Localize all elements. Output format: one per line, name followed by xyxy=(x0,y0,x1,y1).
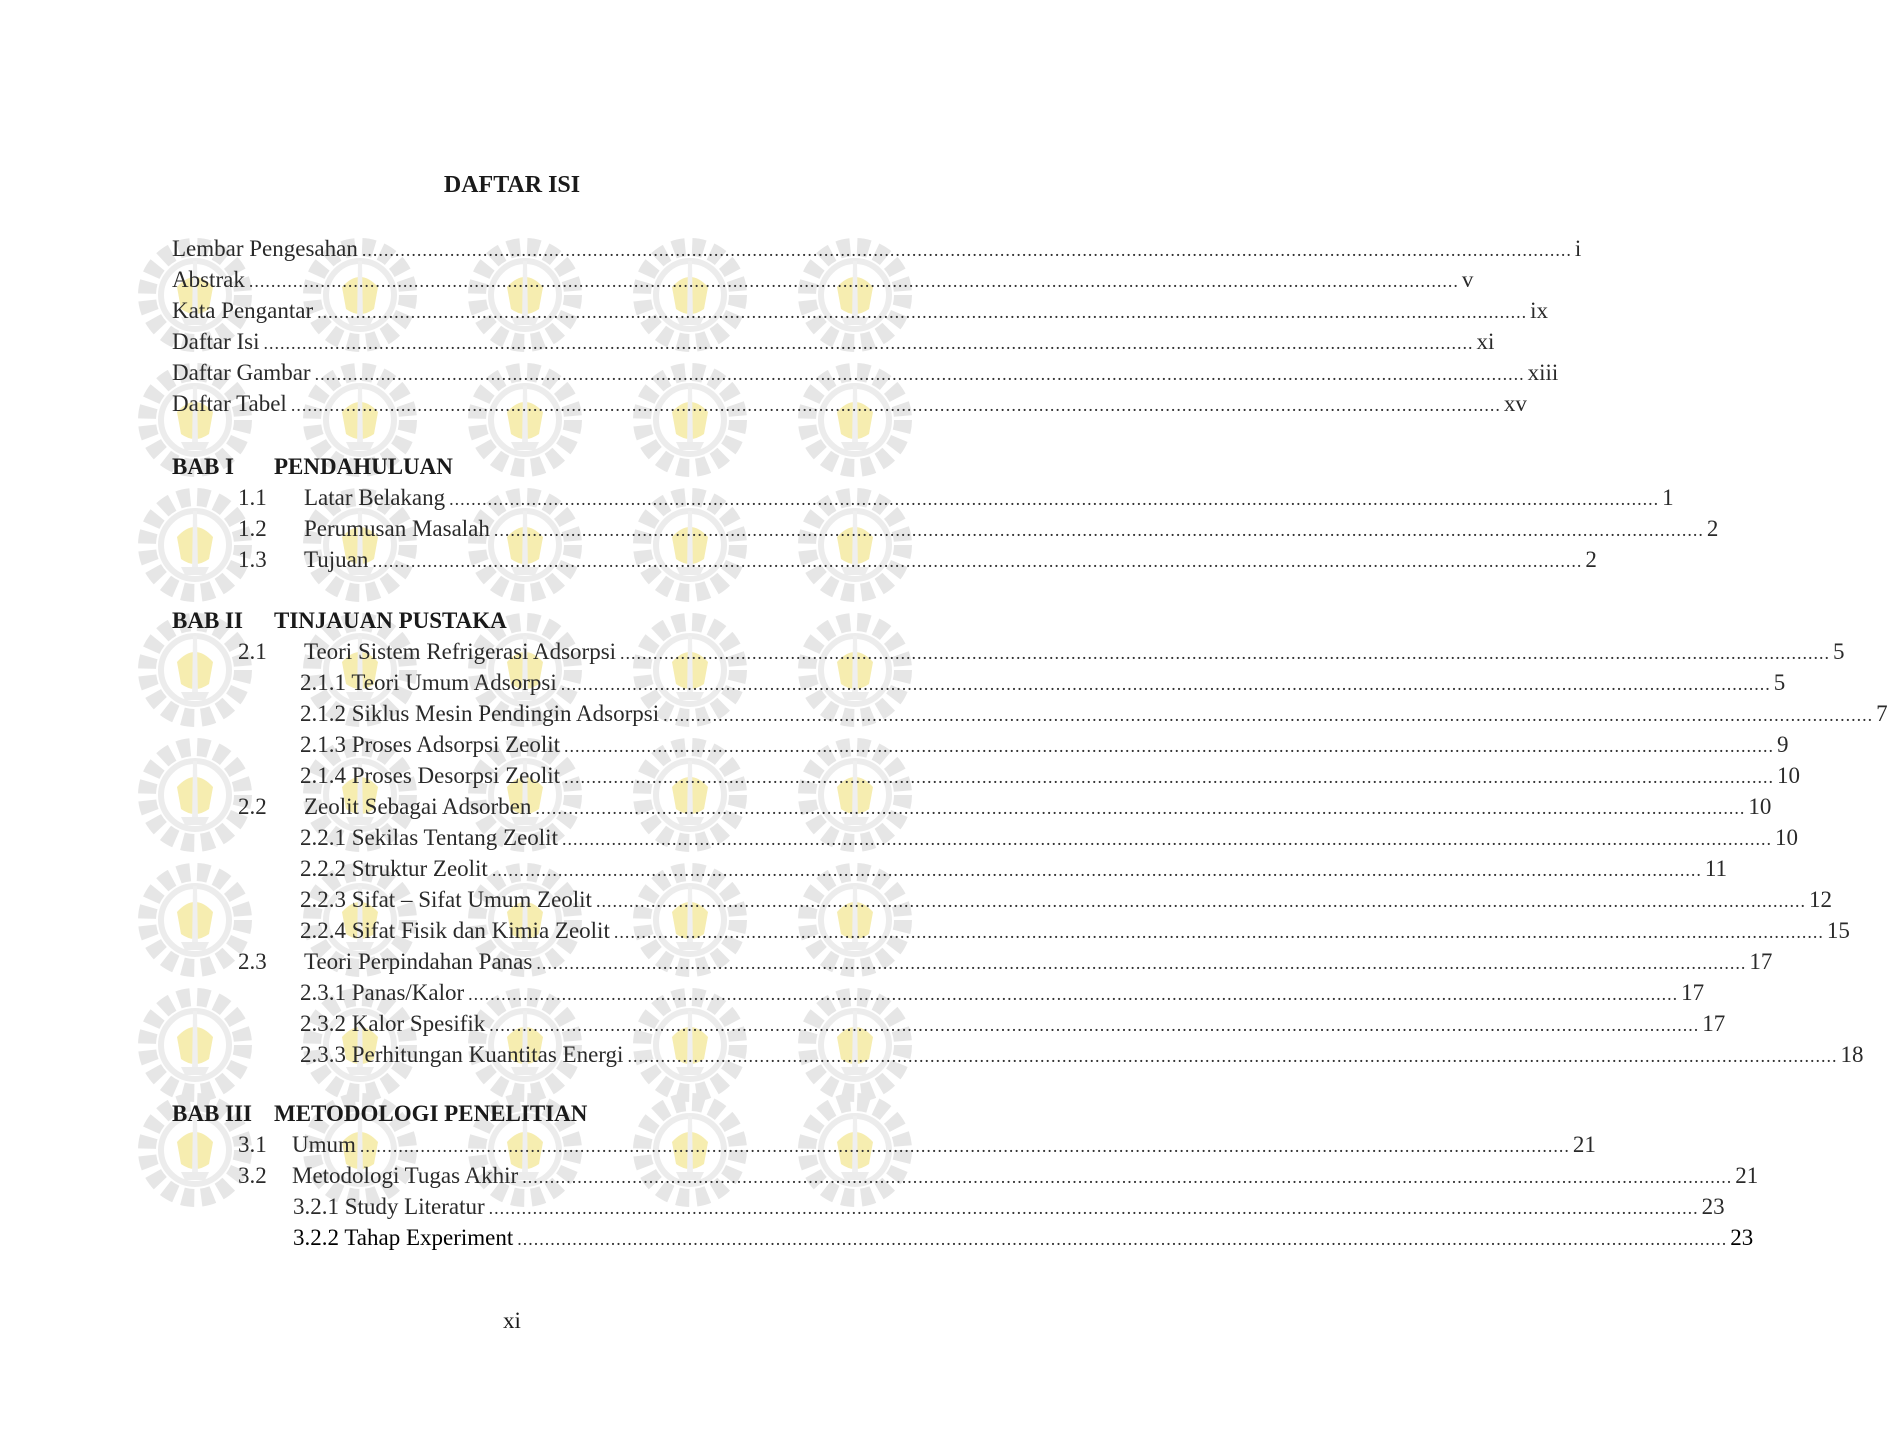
dot-leader: ............................................................................................................................................................................................................................ xyxy=(488,1198,1699,1218)
toc-entry-title: Teori Sistem Refrigerasi Adsorpsi xyxy=(304,639,617,664)
toc-entry-page: 5 xyxy=(1773,670,1786,695)
toc-entry-page: 21 xyxy=(1735,1163,1759,1188)
dot-leader: ............................................................................................................................................................................................................................ xyxy=(314,364,1525,384)
dot-leader: ............................................................................................................................................................................................................................ xyxy=(522,1167,1733,1187)
toc-entry-title: 2.2.3 Sifat – Sifat Umum Zeolit xyxy=(300,887,592,912)
toc-entry-page: 15 xyxy=(1826,918,1850,943)
chapter-number: BAB II xyxy=(172,608,243,633)
toc-entry-number: 1.3 xyxy=(238,547,267,572)
toc-entry-title: 2.1.4 Proses Desorpsi Zeolit xyxy=(300,763,561,788)
toc-entry-number: 2.1 xyxy=(238,639,267,664)
toc-entry-title: Umum xyxy=(292,1132,356,1157)
toc-entry-title: Metodologi Tugas Akhir xyxy=(292,1163,519,1188)
toc-entry-title: Abstrak xyxy=(172,267,245,292)
toc-entry-title: Kata Pengantar xyxy=(172,298,314,323)
toc-section-item[interactable] xyxy=(238,544,1597,575)
toc-entry-page: 17 xyxy=(1681,980,1705,1005)
toc-entry-page: 1 xyxy=(1662,485,1674,510)
dot-leader: ............................................................................................................................................................................................................................ xyxy=(361,240,1572,260)
toc-entry-title: 2.3.3 Perhitungan Kuantitas Energi xyxy=(300,1042,624,1067)
toc-entry-title: 3.2.1 Study Literatur xyxy=(293,1194,485,1219)
toc-entry-title: 2.2.2 Struktur Zeolit xyxy=(300,856,488,881)
dot-leader: ............................................................................................................................................................................................................................ xyxy=(468,984,1679,1004)
toc-subsection-item[interactable] xyxy=(300,822,1798,853)
toc-entry-page: xv xyxy=(1503,391,1527,416)
toc-subsection-item[interactable] xyxy=(300,729,1789,760)
toc-entry-page: 10 xyxy=(1748,794,1772,819)
dot-leader: ............................................................................................................................................................................................................................ xyxy=(536,953,1747,973)
toc-entry-title: Zeolit Sebagai Adsorben xyxy=(304,794,532,819)
toc-entry-title: Teori Perpindahan Panas xyxy=(304,949,533,974)
dot-leader: ............................................................................................................................................................................................................................ xyxy=(449,489,1660,509)
dot-leader: ............................................................................................................................................................................................................................ xyxy=(535,798,1746,818)
toc-front-matter-item[interactable] xyxy=(172,388,1527,419)
toc-entry-page: xi xyxy=(1476,329,1495,354)
toc-section-item[interactable] xyxy=(238,482,1674,513)
toc-entry-page: 10 xyxy=(1777,763,1801,788)
toc-section-item[interactable] xyxy=(238,791,1772,822)
dot-leader: ............................................................................................................................................................................................................................ xyxy=(620,643,1831,663)
toc-entry-number: 2.2 xyxy=(238,794,267,819)
toc-entry-page: v xyxy=(1461,267,1474,292)
chapter-title: METODOLOGI PENELITIAN xyxy=(274,1101,588,1126)
toc-entry-number: 1.1 xyxy=(238,485,267,510)
dot-leader: ............................................................................................................................................................................................................................ xyxy=(564,736,1775,756)
toc-subsection-item[interactable] xyxy=(300,977,1705,1008)
toc-subsection-item[interactable] xyxy=(300,698,1888,729)
dot-leader: ............................................................................................................................................................................................................................ xyxy=(489,1015,1700,1035)
dot-leader: ............................................................................................................................................................................................................................ xyxy=(290,395,1501,415)
toc-section-item[interactable] xyxy=(238,1129,1596,1160)
toc-entry-title: Lembar Pengesahan xyxy=(172,236,358,261)
toc-entry-page: 9 xyxy=(1777,732,1789,757)
toc-subsection-item[interactable] xyxy=(300,760,1801,791)
toc-entry-number: 1.2 xyxy=(238,516,267,541)
toc-entry-number: 2.3 xyxy=(238,949,267,974)
toc-entry-title: 2.1.3 Proses Adsorpsi Zeolit xyxy=(300,732,561,757)
toc-entry-page: 2 xyxy=(1585,547,1597,572)
chapter-heading[interactable] xyxy=(172,451,453,482)
toc-entry-page: i xyxy=(1574,236,1582,261)
dot-leader: ............................................................................................................................................................................................................................ xyxy=(263,333,1474,353)
toc-entry-title: 3.2.2 Tahap Experiment xyxy=(293,1225,514,1250)
toc-entry-title: Tujuan xyxy=(304,547,369,572)
chapter-heading[interactable] xyxy=(172,605,507,636)
dot-leader: ............................................................................................................................................................................................................................ xyxy=(560,674,1771,694)
dot-leader: ............................................................................................................................................................................................................................ xyxy=(317,302,1528,322)
toc-subsection-item[interactable] xyxy=(300,853,1727,884)
page-title: DAFTAR ISI xyxy=(443,172,581,198)
toc-entry-title: Latar Belakang xyxy=(304,485,446,510)
chapter-heading[interactable] xyxy=(172,1098,587,1129)
page-number: xi xyxy=(503,1308,521,1333)
toc-entry-page: 2 xyxy=(1706,516,1719,541)
toc-entry-title: 2.1.2 Siklus Mesin Pendingin Adsorpsi xyxy=(300,701,660,726)
dot-leader: ............................................................................................................................................................................................................................ xyxy=(595,891,1806,911)
toc-subsection-item[interactable] xyxy=(293,1222,1754,1253)
toc-entry-page: 18 xyxy=(1840,1042,1864,1067)
toc-entry-page: 17 xyxy=(1702,1011,1726,1036)
dot-leader: ............................................................................................................................................................................................................................ xyxy=(359,1136,1570,1156)
toc-subsection-item[interactable] xyxy=(293,1191,1725,1222)
toc-entry-title: 2.3.2 Kalor Spesifik xyxy=(300,1011,486,1036)
toc-front-matter-item[interactable] xyxy=(172,357,1559,388)
toc-front-matter-item[interactable] xyxy=(172,295,1549,326)
toc-entry-page: 23 xyxy=(1730,1225,1754,1250)
dot-leader: ............................................................................................................................................................................................................................ xyxy=(613,922,1824,942)
dot-leader: ............................................................................................................................................................................................................................ xyxy=(564,767,1775,787)
toc-subsection-item[interactable] xyxy=(300,1008,1726,1039)
toc-entry-title: Daftar Isi xyxy=(172,329,260,354)
toc-section-item[interactable] xyxy=(238,513,1719,544)
toc-section-item[interactable] xyxy=(238,946,1773,977)
toc-front-matter-item[interactable] xyxy=(172,264,1474,295)
toc-entry-number: 3.2 xyxy=(238,1163,267,1188)
toc-subsection-item[interactable] xyxy=(300,915,1850,946)
toc-entry-page: 5 xyxy=(1833,639,1845,664)
toc-front-matter-item[interactable] xyxy=(172,233,1582,264)
toc-entry-title: Perumusan Masalah xyxy=(304,516,490,541)
dot-leader: ............................................................................................................................................................................................................................ xyxy=(663,705,1874,725)
dot-leader: ............................................................................................................................................................................................................................ xyxy=(493,520,1704,540)
toc-entry-page: 21 xyxy=(1572,1132,1596,1157)
toc-subsection-item[interactable] xyxy=(300,1039,1864,1070)
toc-entry-title: Daftar Gambar xyxy=(172,360,311,385)
toc-entry-page: 10 xyxy=(1774,825,1798,850)
dot-leader: ............................................................................................................................................................................................................................ xyxy=(517,1229,1728,1249)
dot-leader: ............................................................................................................................................................................................................................ xyxy=(627,1046,1838,1066)
toc-entry-page: 23 xyxy=(1701,1194,1725,1219)
toc-section-item[interactable] xyxy=(238,1160,1759,1191)
toc-entry-page: xiii xyxy=(1527,360,1559,385)
chapter-title: PENDAHULUAN xyxy=(274,454,453,479)
chapter-title: TINJAUAN PUSTAKA xyxy=(274,608,507,633)
toc-entry-title: 2.3.1 Panas/Kalor xyxy=(300,980,465,1005)
toc-entry-page: 17 xyxy=(1749,949,1773,974)
toc-section-item[interactable] xyxy=(238,636,1845,667)
toc-subsection-item[interactable] xyxy=(300,667,1786,698)
toc-entry-title: 2.2.4 Sifat Fisik dan Kimia Zeolit xyxy=(300,918,610,943)
toc-entry-number: 3.1 xyxy=(238,1132,267,1157)
toc-entry-title: 2.2.1 Sekilas Tentang Zeolit xyxy=(300,825,558,850)
dot-leader: ............................................................................................................................................................................................................................ xyxy=(372,551,1583,571)
dot-leader: ............................................................................................................................................................................................................................ xyxy=(561,829,1772,849)
chapter-number: BAB I xyxy=(172,454,234,479)
toc-entry-page: 7 xyxy=(1876,701,1888,726)
chapter-number: BAB III xyxy=(172,1101,252,1126)
toc-subsection-item[interactable] xyxy=(300,884,1832,915)
toc-entry-title: 2.1.1 Teori Umum Adsorpsi xyxy=(300,670,557,695)
dot-leader: ............................................................................................................................................................................................................................ xyxy=(491,860,1702,880)
toc-entry-title: Daftar Tabel xyxy=(172,391,287,416)
toc-entry-page: ix xyxy=(1530,298,1549,323)
toc-entry-page: 12 xyxy=(1808,887,1832,912)
toc-front-matter-item[interactable] xyxy=(172,326,1495,357)
dot-leader: ............................................................................................................................................................................................................................ xyxy=(248,271,1459,291)
toc-entry-page: 11 xyxy=(1704,856,1727,881)
